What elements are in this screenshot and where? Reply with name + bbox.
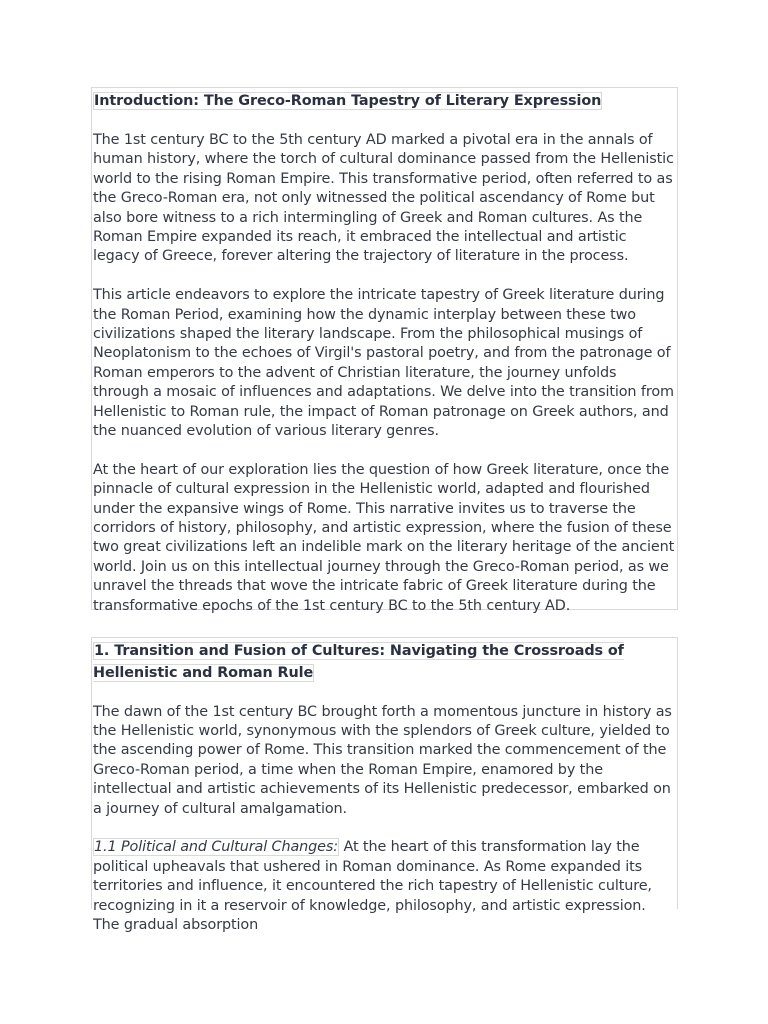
subsection-1-1-label: 1.1 Political and Cultural Changes:: [94, 839, 339, 856]
subsection-1-1-text: At the heart of this transformation lay the political upheavals that ushered in Roman dominance. As Rome expanded its territories and influence, it encountered the rich tapestry of Hellenistic culture, recognizing in it a reservoir of knowledge, philosophy, and artistic expression. The gradual absorption: [93, 839, 652, 934]
intro-paragraph-1: The 1st century BC to the 5th century AD marked a pivotal era in the annals of human history, where the torch of cultural dominance passed from the Hellenistic world to the rising Roman Empire. This transformative period, often referred to as the Greco-Roman era, not only witnessed the political ascendancy of Rome but also bore witness to a rich intermingling of Greek and Roman cultures. As the Roman Empire expanded its reach, it embraced the intellectual and artistic legacy of Greece, forever altering the trajectory of literature in the process.: [93, 131, 674, 265]
intro-section: [91, 87, 678, 614]
intro-paragraph-2: This article endeavors to explore the intricate tapestry of Greek literature during the Roman Period, examining how the dynamic interplay between these two civilizations shaped the literary landscape. From the philosophical musings of Neoplatonism to the echoes of Virgil's pastoral poetry, and from the patronage of Roman emperors to the advent of Christian literature, the journey unfolds through a mosaic of influences and adaptations. We delve into the transition from Hellenistic to Roman rule, the impact of Roman patronage on Greek authors, and the nuanced evolution of various literary genres.: [93, 287, 674, 440]
section-1-heading: 1. Transition and Fusion of Cultures: Navigating the Crossroads of Hellenistic and Roman Rule: [93, 643, 624, 681]
intro-paragraph-3: At the heart of our exploration lies the question of how Greek literature, once the pinnacle of cultural expression in the Hellenistic world, adapted and flourished under the expansive wings of Rome. This narrative invites us to traverse the corridors of history, philosophy, and artistic expression, where the fusion of these two great civilizations left an indelible mark on the literary heritage of the ancient world. Join us on this intellectual journey through the Greco-Roman period, as we unravel the threads that wove the intricate fabric of Greek literature during the transformative epochs of the 1st century BC to the 5th century AD.: [93, 461, 675, 614]
document-page: [91, 87, 678, 934]
section-1-paragraph: The dawn of the 1st century BC brought forth a momentous juncture in history as the Hellenistic world, synonymous with the splendors of Greek culture, yielded to the ascending power of Rome. This transition marked the commencement of the Greco-Roman period, a time when the Roman Empire, enamored by the intellectual and artistic achievements of its Hellenistic predecessor, embarked on a journey of cultural amalgamation.: [93, 703, 672, 817]
section-1: [91, 637, 678, 934]
intro-heading: Introduction: The Greco-Roman Tapestry of Literary Expression: [94, 93, 602, 109]
subsection-1-1-paragraph: [93, 838, 675, 935]
